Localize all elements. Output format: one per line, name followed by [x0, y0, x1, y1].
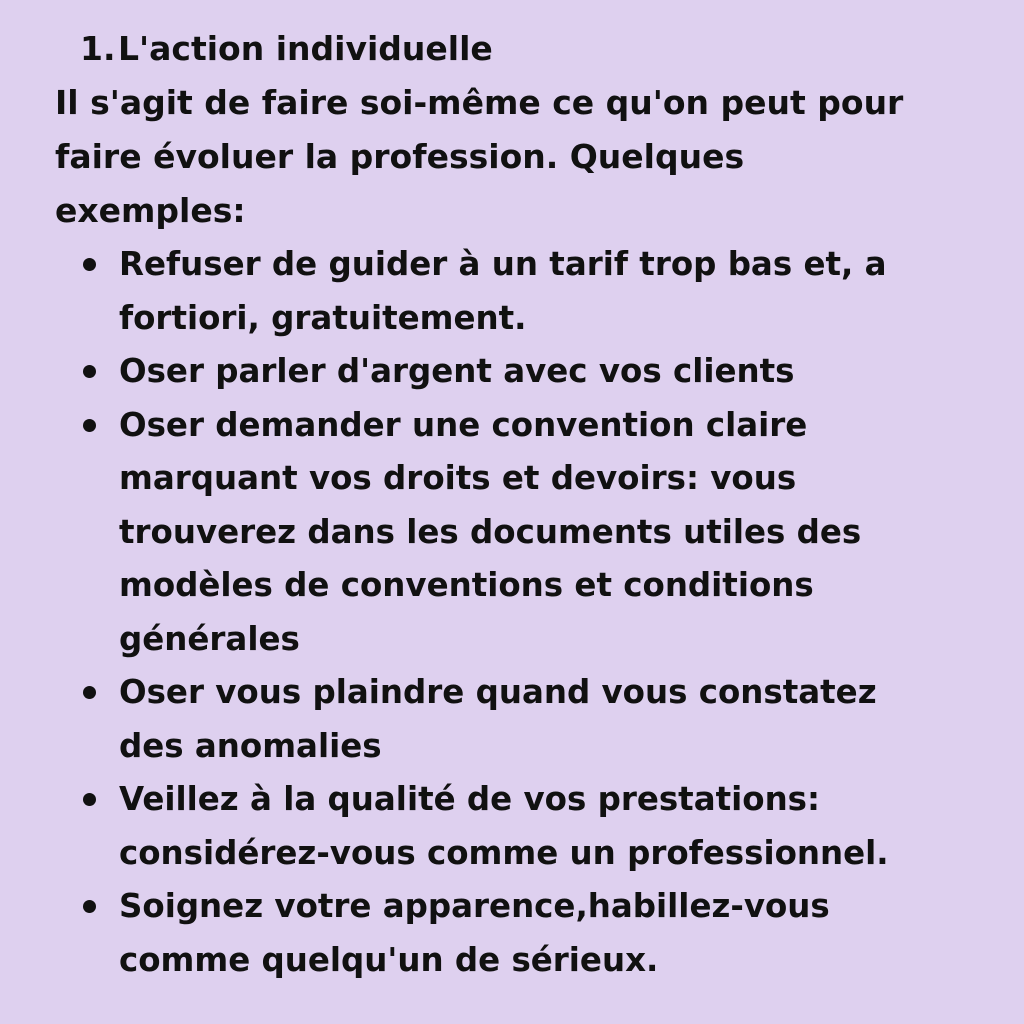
- bullet-dot-icon: [83, 900, 96, 913]
- list-item-line: Oser vous plaindre quand vous constatez: [119, 673, 877, 711]
- heading-title: L'action individuelle: [118, 29, 493, 68]
- intro-line: faire évoluer la profession. Quelques: [55, 137, 745, 176]
- list-item: [0, 773, 1024, 880]
- section-heading: [80, 22, 493, 76]
- intro-line: Il s'agit de faire soi-même ce qu'on peut pour: [55, 83, 904, 122]
- list-item-line: des anomalies: [119, 726, 382, 765]
- bullet-dot-icon: [83, 686, 96, 699]
- bullet-dot-icon: [83, 419, 96, 432]
- bullet-dot-icon: [83, 793, 96, 806]
- list-item: [0, 880, 1024, 987]
- list-item-line: générales: [119, 619, 300, 658]
- list-item: [0, 238, 1024, 345]
- list-item-line: marquant vos droits et devoirs: vous: [119, 459, 797, 497]
- list-item-line: considérez-vous comme un professionnel.: [119, 833, 889, 872]
- heading-number: 1.: [80, 29, 116, 68]
- intro-paragraph: [55, 76, 1005, 238]
- list-item-line: Oser parler d'argent avec vos clients: [119, 352, 795, 390]
- list-item-line: comme quelqu'un de sérieux.: [119, 940, 659, 979]
- examples-list: [0, 238, 1024, 987]
- list-item-line: Refuser de guider à un tarif trop bas et, a: [119, 245, 887, 283]
- intro-line: exemples:: [55, 191, 246, 230]
- list-item: [0, 399, 1024, 667]
- bullet-dot-icon: [83, 365, 96, 378]
- list-item: [0, 666, 1024, 773]
- bullet-dot-icon: [83, 258, 96, 271]
- list-item-line: modèles de conventions et conditions: [119, 566, 814, 604]
- list-item-line: Veillez à la qualité de vos prestations:: [119, 780, 820, 818]
- list-item-line: fortiori, gratuitement.: [119, 298, 527, 337]
- list-item: [0, 345, 1024, 399]
- list-item-line: Oser demander une convention claire: [119, 405, 808, 444]
- list-item-line: Soignez votre apparence,habillez-vous: [119, 887, 830, 925]
- list-item-line: trouverez dans les documents utiles des: [119, 512, 862, 551]
